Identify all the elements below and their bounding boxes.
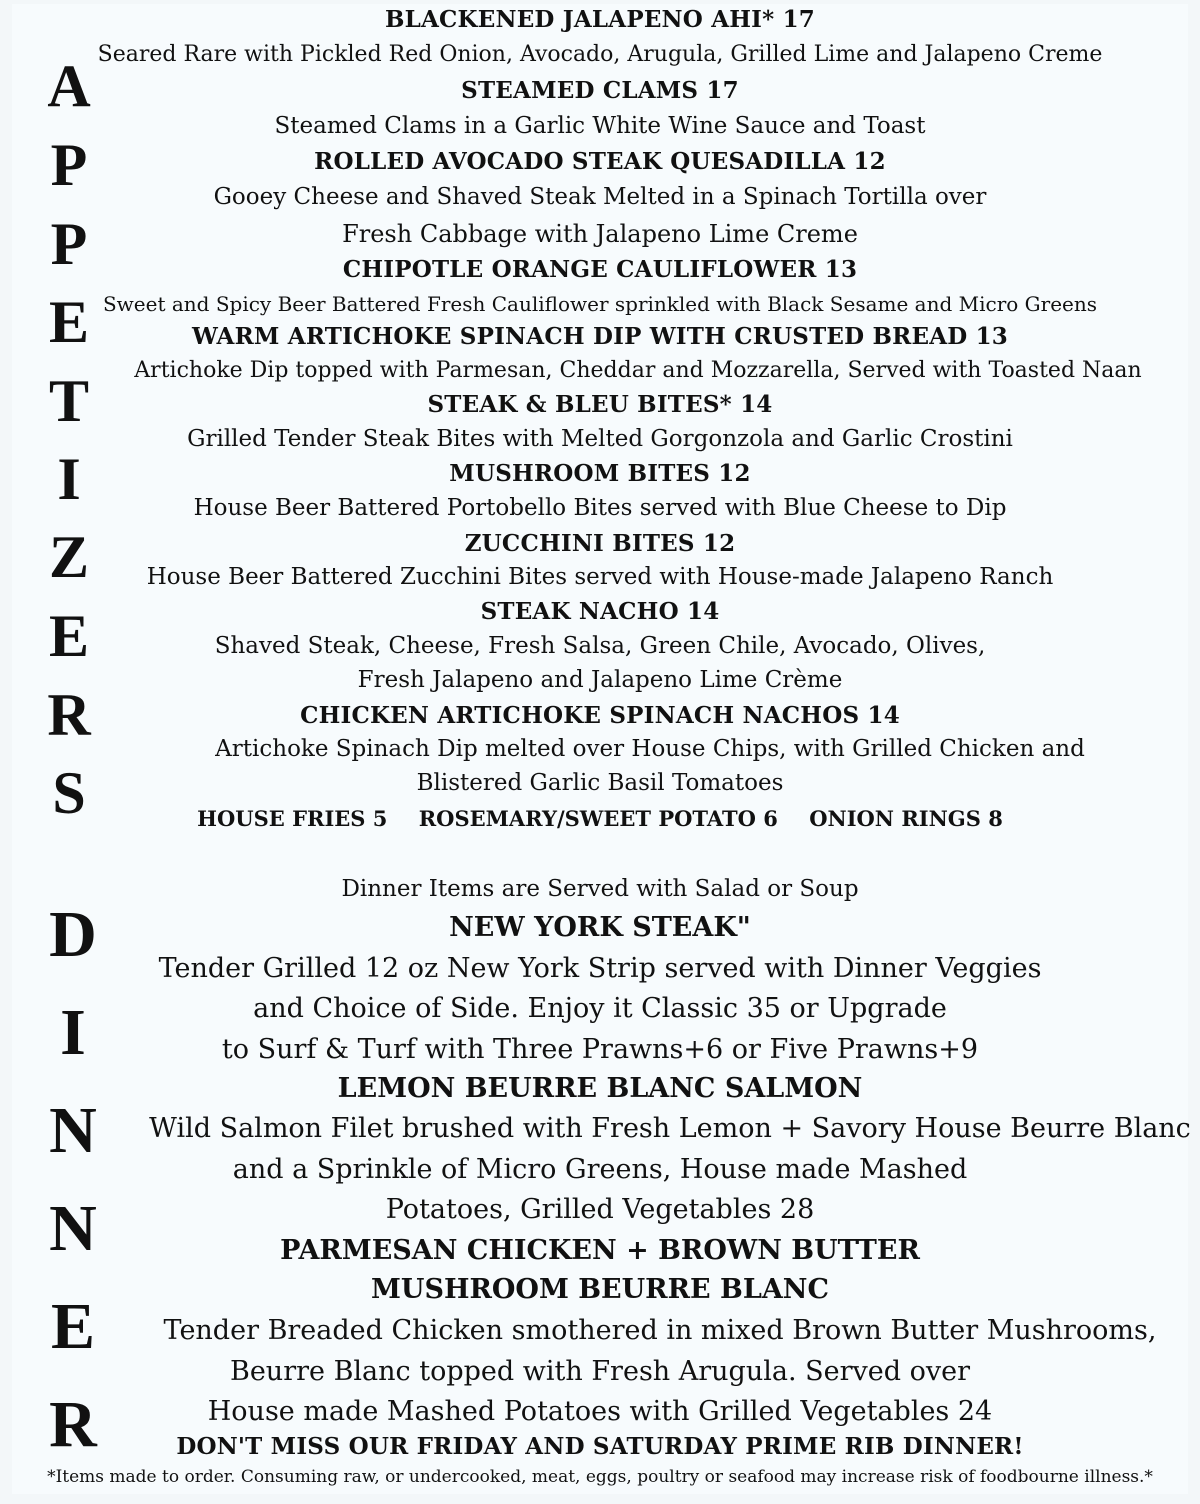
appetizer-description: Sweet and Spicy Beer Battered Fresh Cauliflower sprinkled with Black Sesame and Micro Greens: [102, 292, 1098, 316]
appetizer-description: House Beer Battered Portobello Bites served with Blue Cheese to Dip: [193, 495, 1007, 521]
dinner-description: Beurre Blanc topped with Fresh Arugula. Served over: [229, 1356, 971, 1387]
appetizer-title: MUSHROOM BITES 12: [449, 460, 751, 487]
footer-disclaimer: *Items made to order. Consuming raw, or undercooked, meat, eggs, poultry or seafood may increase risk of foodbourne illness.*: [47, 1467, 1153, 1487]
appetizer-title: BLACKENED JALAPENO AHI* 17: [384, 6, 815, 33]
side-letter-t: T: [48, 368, 90, 434]
side-letter-i: I: [57, 446, 81, 512]
dinner-title: MUSHROOM BEURRE BLANC: [371, 1274, 829, 1305]
side-letter-e1: E: [48, 289, 90, 355]
dinner-description: Tender Grilled 12 oz New York Strip served with Dinner Veggies: [158, 953, 1042, 984]
appetizer-description: Fresh Jalapeno and Jalapeno Lime Crème: [357, 667, 843, 693]
sides-row: [12, 808, 1188, 829]
side-letter-d: D: [49, 898, 97, 971]
side-letter-n2: N: [49, 1192, 97, 1265]
dinner-title: PARMESAN CHICKEN + BROWN BUTTER: [280, 1235, 920, 1266]
side-onion-rings: ONION RINGS 8: [809, 806, 1003, 831]
appetizer-title: STEAK NACHO 14: [480, 598, 720, 625]
appetizer-description: Fresh Cabbage with Jalapeno Lime Creme: [342, 220, 858, 248]
dinner-description: and Choice of Side. Enjoy it Classic 35 or Upgrade: [253, 993, 947, 1024]
appetizer-title: ZUCCHINI BITES 12: [464, 530, 736, 557]
side-letter-n1: N: [49, 1094, 97, 1167]
side-letter-s: S: [52, 760, 86, 826]
side-letter-r2: R: [49, 1388, 97, 1461]
appetizer-description: Artichoke Dip topped with Parmesan, Cheddar and Mozzarella, Served with Toasted Naan: [134, 358, 1142, 383]
appetizer-title: CHIPOTLE ORANGE CAULIFLOWER 13: [342, 256, 858, 283]
appetizer-description: Steamed Clams in a Garlic White Wine Sauce and Toast: [274, 113, 926, 139]
dinner-description: House made Mashed Potatoes with Grilled Vegetables 24: [207, 1396, 993, 1427]
side-letter-i2: I: [60, 996, 86, 1069]
dinner-description: Tender Breaded Chicken smothered in mixed Brown Butter Mushrooms,: [163, 1315, 1157, 1346]
appetizer-description: House Beer Battered Zucchini Bites served with House-made Jalapeno Ranch: [146, 564, 1054, 590]
appetizer-title: CHICKEN ARTICHOKE SPINACH NACHOS 14: [300, 702, 900, 729]
appetizer-description: Seared Rare with Pickled Red Onion, Avocado, Arugula, Grilled Lime and Jalapeno Creme: [97, 42, 1103, 67]
side-letter-r: R: [47, 682, 91, 748]
appetizer-description: Blistered Garlic Basil Tomatoes: [416, 770, 784, 796]
dinner-description: to Surf & Turf with Three Prawns+6 or Five Prawns+9: [221, 1034, 979, 1065]
side-rosemary-sweet-potato: ROSEMARY/SWEET POTATO 6: [418, 806, 778, 831]
dinner-description: and a Sprinkle of Micro Greens, House made Mashed: [232, 1154, 968, 1185]
side-letter-p1: P: [50, 132, 88, 198]
appetizer-title: WARM ARTICHOKE SPINACH DIP WITH CRUSTED BREAD 13: [191, 323, 1008, 350]
dinner-title: NEW YORK STEAK": [449, 912, 751, 943]
dinner-description: Wild Salmon Filet brushed with Fresh Lemon + Savory House Beurre Blanc: [149, 1113, 1191, 1144]
appetizer-description: Gooey Cheese and Shaved Steak Melted in a Spinach Tortilla over: [213, 184, 987, 210]
side-letter-e2: E: [48, 603, 90, 669]
appetizer-title: STEAK & BLEU BITES* 14: [427, 391, 773, 418]
appetizer-description: Shaved Steak, Cheese, Fresh Salsa, Green Chile, Avocado, Olives,: [214, 633, 986, 659]
prime-rib-banner: DON'T MISS OUR FRIDAY AND SATURDAY PRIME RIB DINNER!: [176, 1433, 1024, 1460]
side-letter-e3: E: [50, 1290, 96, 1363]
menu-page: [12, 4, 1191, 1494]
dinner-note: Dinner Items are Served with Salad or Soup: [341, 876, 859, 902]
side-letter-z: Z: [48, 524, 90, 590]
side-house-fries: HOUSE FRIES 5: [197, 806, 388, 831]
dinner-description: Potatoes, Grilled Vegetables 28: [385, 1194, 815, 1225]
appetizer-description: Artichoke Spinach Dip melted over House Chips, with Grilled Chicken and: [215, 736, 1085, 762]
appetizer-title: ROLLED AVOCADO STEAK QUESADILLA 12: [314, 148, 886, 175]
dinner-title: LEMON BEURRE BLANC SALMON: [337, 1073, 863, 1104]
appetizer-title: STEAMED CLAMS 17: [461, 77, 739, 104]
side-letter-a: A: [47, 53, 91, 119]
side-letter-p2: P: [50, 211, 88, 277]
appetizer-description: Grilled Tender Steak Bites with Melted Gorgonzola and Garlic Crostini: [187, 426, 1013, 452]
